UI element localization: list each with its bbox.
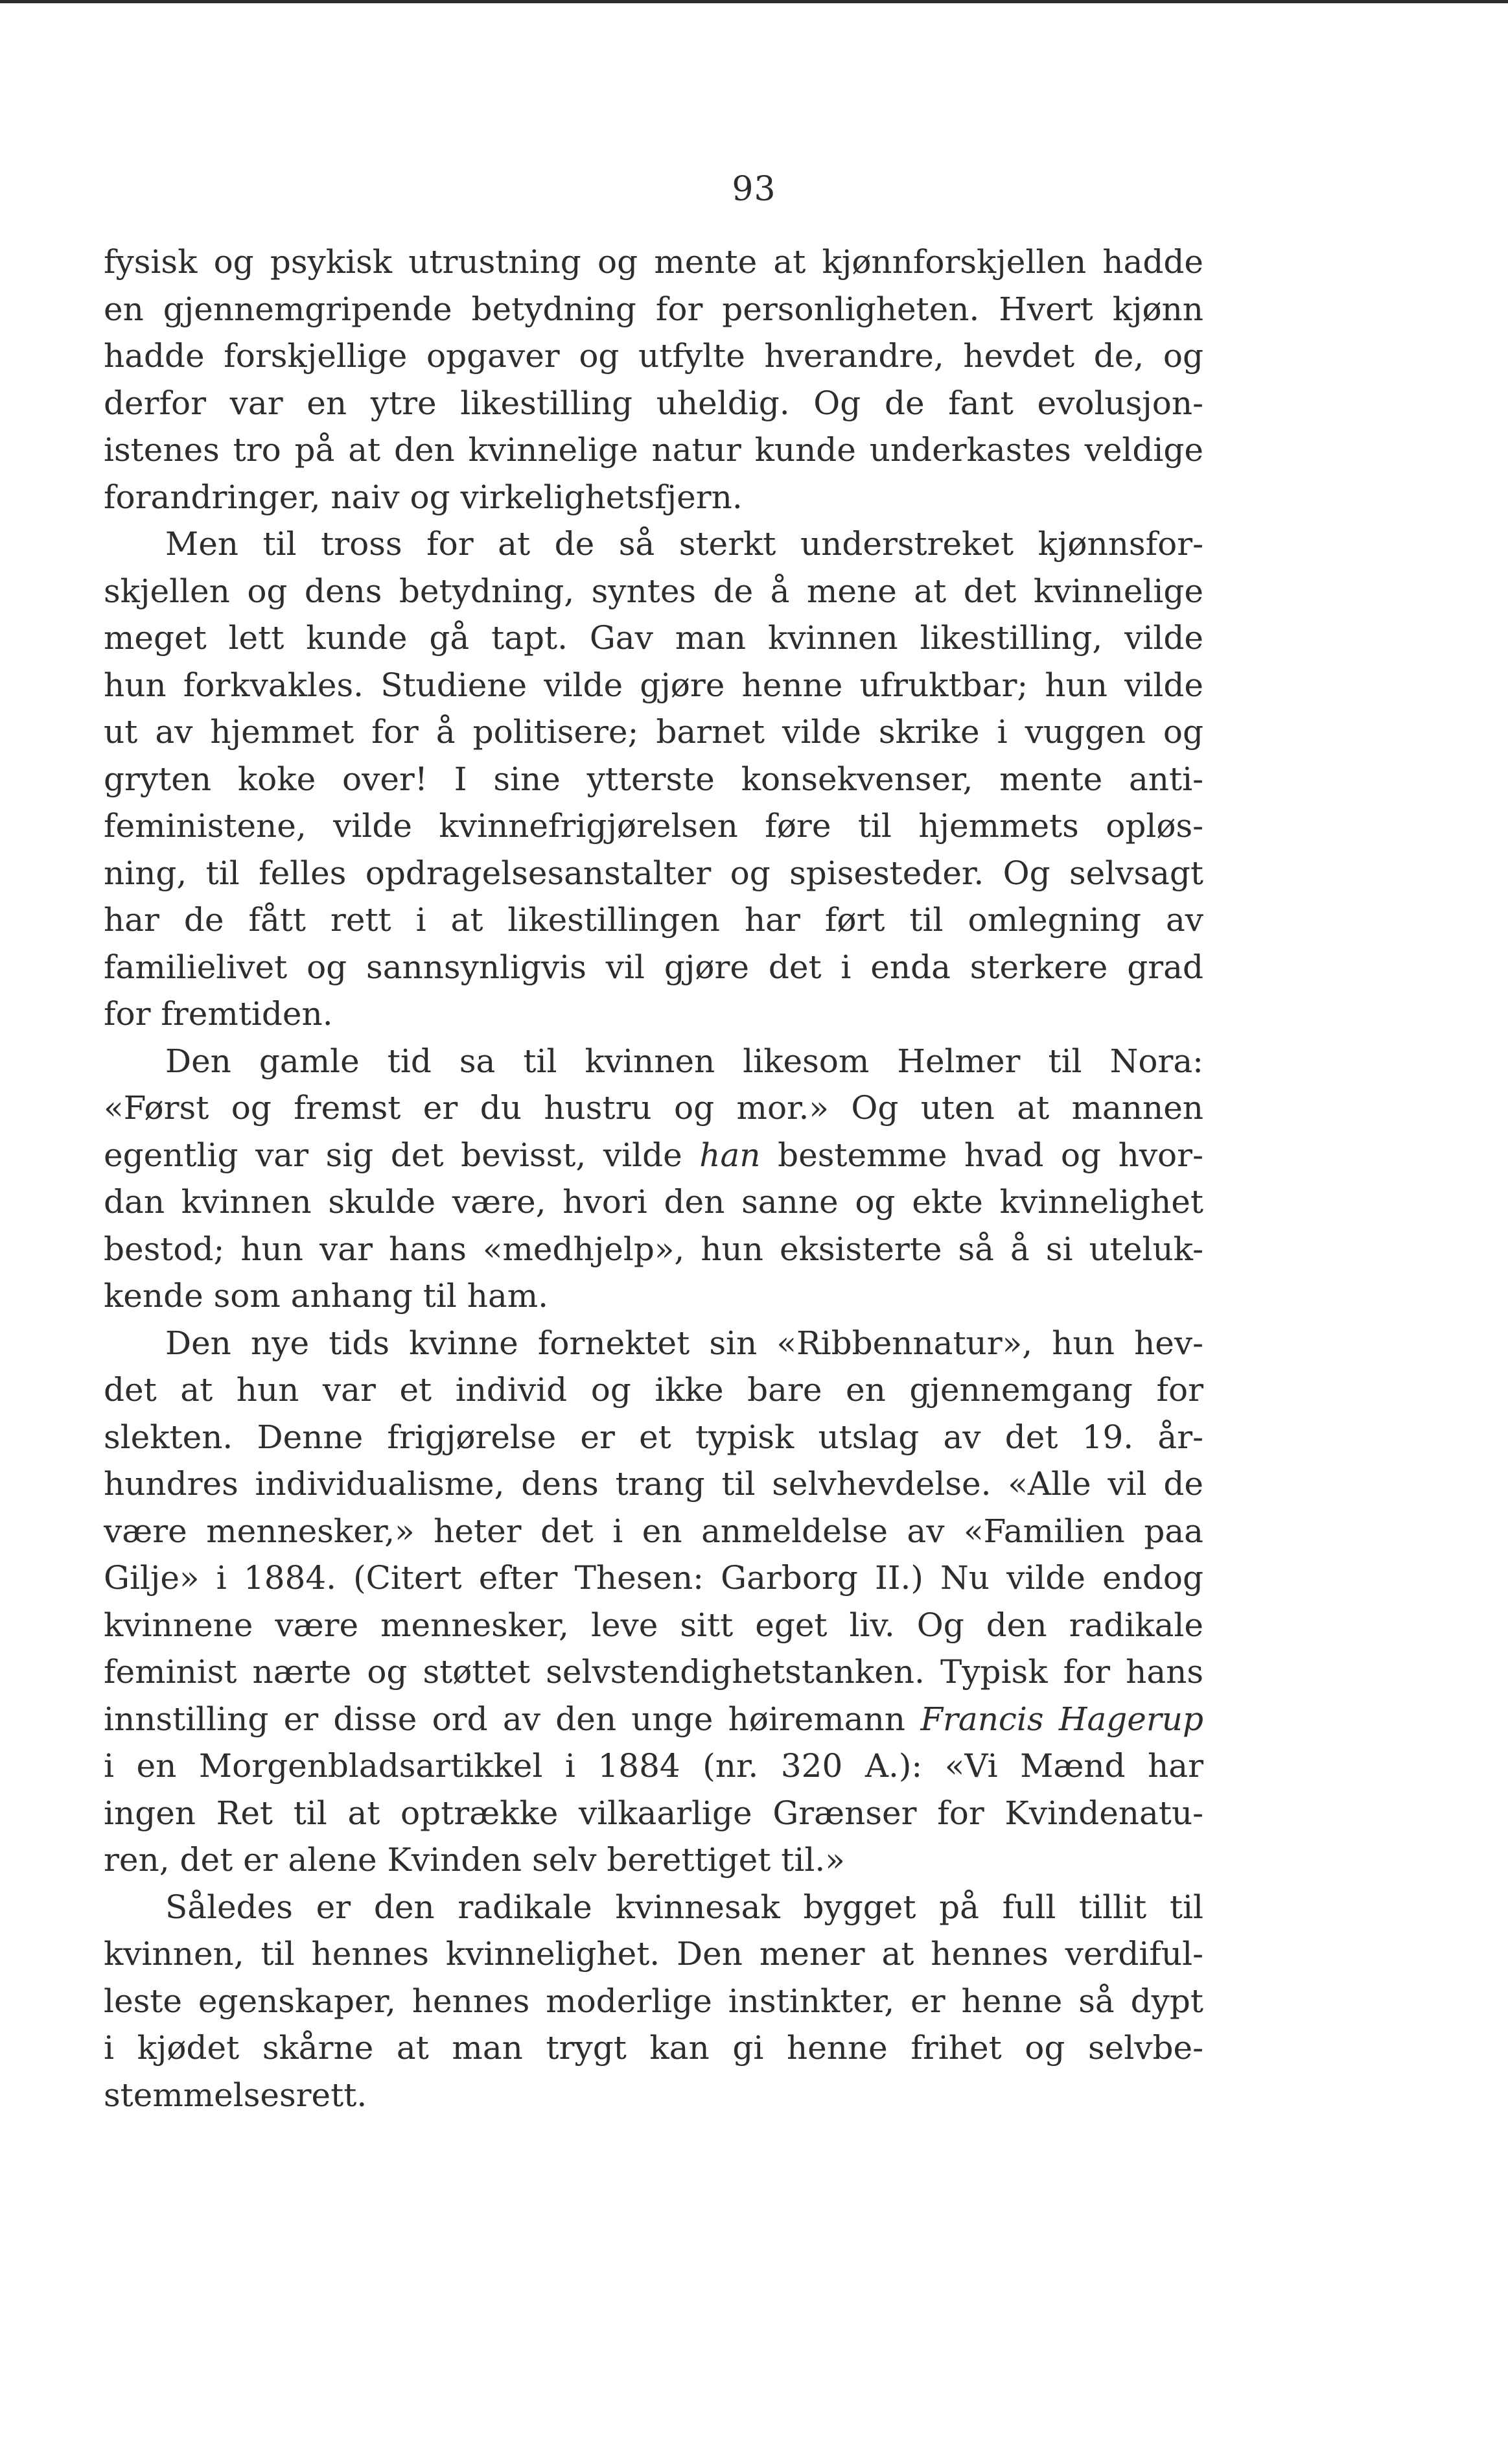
body-text — [104, 239, 1203, 2118]
italic-word: han — [699, 1136, 761, 1174]
text-line: hun forkvakles. Studiene vilde gjøre henne ufruktbar; hun vilde — [104, 666, 1203, 704]
text-line: ingen Ret til at optrække vilkaarlige Grænser for Kvindenatu- — [104, 1794, 1203, 1832]
text-line: være mennesker,» heter det i en anmeldelse av «Familien paa — [104, 1512, 1203, 1550]
text-line: familielivet og sannsynligvis vil gjøre det i enda sterkere grad — [104, 948, 1203, 986]
page-number: 93 — [732, 170, 776, 209]
text-line: ren, det er alene Kvinden selv berettiget til.» — [104, 1841, 845, 1879]
italic-name: Francis Hagerup — [920, 1700, 1203, 1738]
text-line: hadde forskjellige opgaver og utfylte hverandre, hevdet de, og — [104, 337, 1203, 375]
text-line: hundres individualisme, dens trang til selvhevdelse. «Alle vil de — [104, 1465, 1203, 1503]
text-line: istenes tro på at den kvinnelige natur kunde underkastes veldige — [104, 431, 1203, 469]
text-line: kvinnene være mennesker, leve sitt eget liv. Og den radikale — [104, 1606, 1203, 1644]
text-line: feminist nærte og støttet selvstendighetstanken. Typisk for hans — [104, 1653, 1203, 1691]
text-line: i en Morgenbladsartikkel i 1884 (nr. 320 A.): «Vi Mænd har — [104, 1747, 1203, 1785]
text-line: kvinnen, til hennes kvinnelighet. Den mener at hennes verdiful- — [104, 1935, 1203, 1973]
text-span: egentlig var sig det bevisst, vilde — [104, 1136, 682, 1174]
text-line: Den gamle tid sa til kvinnen likesom Helmer til Nora: — [165, 1042, 1203, 1080]
text-line — [104, 1132, 1203, 1179]
text-line: fysisk og psykisk utrustning og mente at kjønnforskjellen hadde — [104, 243, 1203, 281]
text-line: for fremtiden. — [104, 995, 333, 1033]
text-span: bestemme hvad og hvor- — [778, 1136, 1203, 1174]
text-line: Den nye tids kvinne fornektet sin «Ribbennatur», hun hev- — [165, 1324, 1203, 1362]
text-line: ut av hjemmet for å politisere; barnet vilde skrike i vuggen og — [104, 713, 1203, 751]
text-line: meget lett kunde gå tapt. Gav man kvinnen likestilling, vilde — [104, 619, 1203, 657]
top-border-rule — [0, 0, 1508, 3]
text-line: har de fått rett i at likestillingen har ført til omlegning av — [104, 901, 1203, 939]
text-line: Men til tross for at de så sterkt understreket kjønnsfor- — [165, 525, 1203, 563]
text-line: ning, til felles opdragelsesanstalter og spisesteder. Og selvsagt — [104, 854, 1203, 892]
text-line: Gilje» i 1884. (Citert efter Thesen: Garborg II.) Nu vilde endog — [104, 1559, 1203, 1597]
text-line: skjellen og dens betydning, syntes de å mene at det kvinnelige — [104, 572, 1203, 610]
text-line: derfor var en ytre likestilling uheldig. Og de fant evolusjon- — [104, 384, 1203, 422]
text-line: kende som anhang til ham. — [104, 1277, 549, 1315]
text-line: en gjennemgripende betydning for personligheten. Hvert kjønn — [104, 290, 1203, 328]
text-line — [104, 1696, 1203, 1743]
text-line: leste egenskaper, hennes moderlige instinkter, er henne så dypt — [104, 1982, 1203, 2020]
text-line: gryten koke over! I sine ytterste konsekvenser, mente anti- — [104, 760, 1203, 798]
text-line: feministene, vilde kvinnefrigjørelsen føre til hjemmets opløs- — [104, 807, 1203, 845]
text-line: «Først og fremst er du hustru og mor.» Og uten at mannen — [104, 1089, 1203, 1127]
text-line: dan kvinnen skulde være, hvori den sanne og ekte kvinnelighet — [104, 1183, 1203, 1221]
text-line: i kjødet skårne at man trygt kan gi henne frihet og selvbe- — [104, 2029, 1203, 2067]
text-line: slekten. Denne frigjørelse er et typisk utslag av det 19. år- — [104, 1418, 1203, 1456]
text-line: forandringer, naiv og virkelighetsfjern. — [104, 478, 743, 516]
text-line: stemmelsesrett. — [104, 2076, 367, 2114]
text-line: bestod; hun var hans «medhjelp», hun eksisterte så å si uteluk- — [104, 1230, 1203, 1268]
text-line: Således er den radikale kvinnesak bygget på full tillit til — [165, 1888, 1203, 1926]
text-line: det at hun var et individ og ikke bare en gjennemgang for — [104, 1371, 1203, 1409]
text-span: innstilling er disse ord av den unge høiremann — [104, 1700, 906, 1738]
